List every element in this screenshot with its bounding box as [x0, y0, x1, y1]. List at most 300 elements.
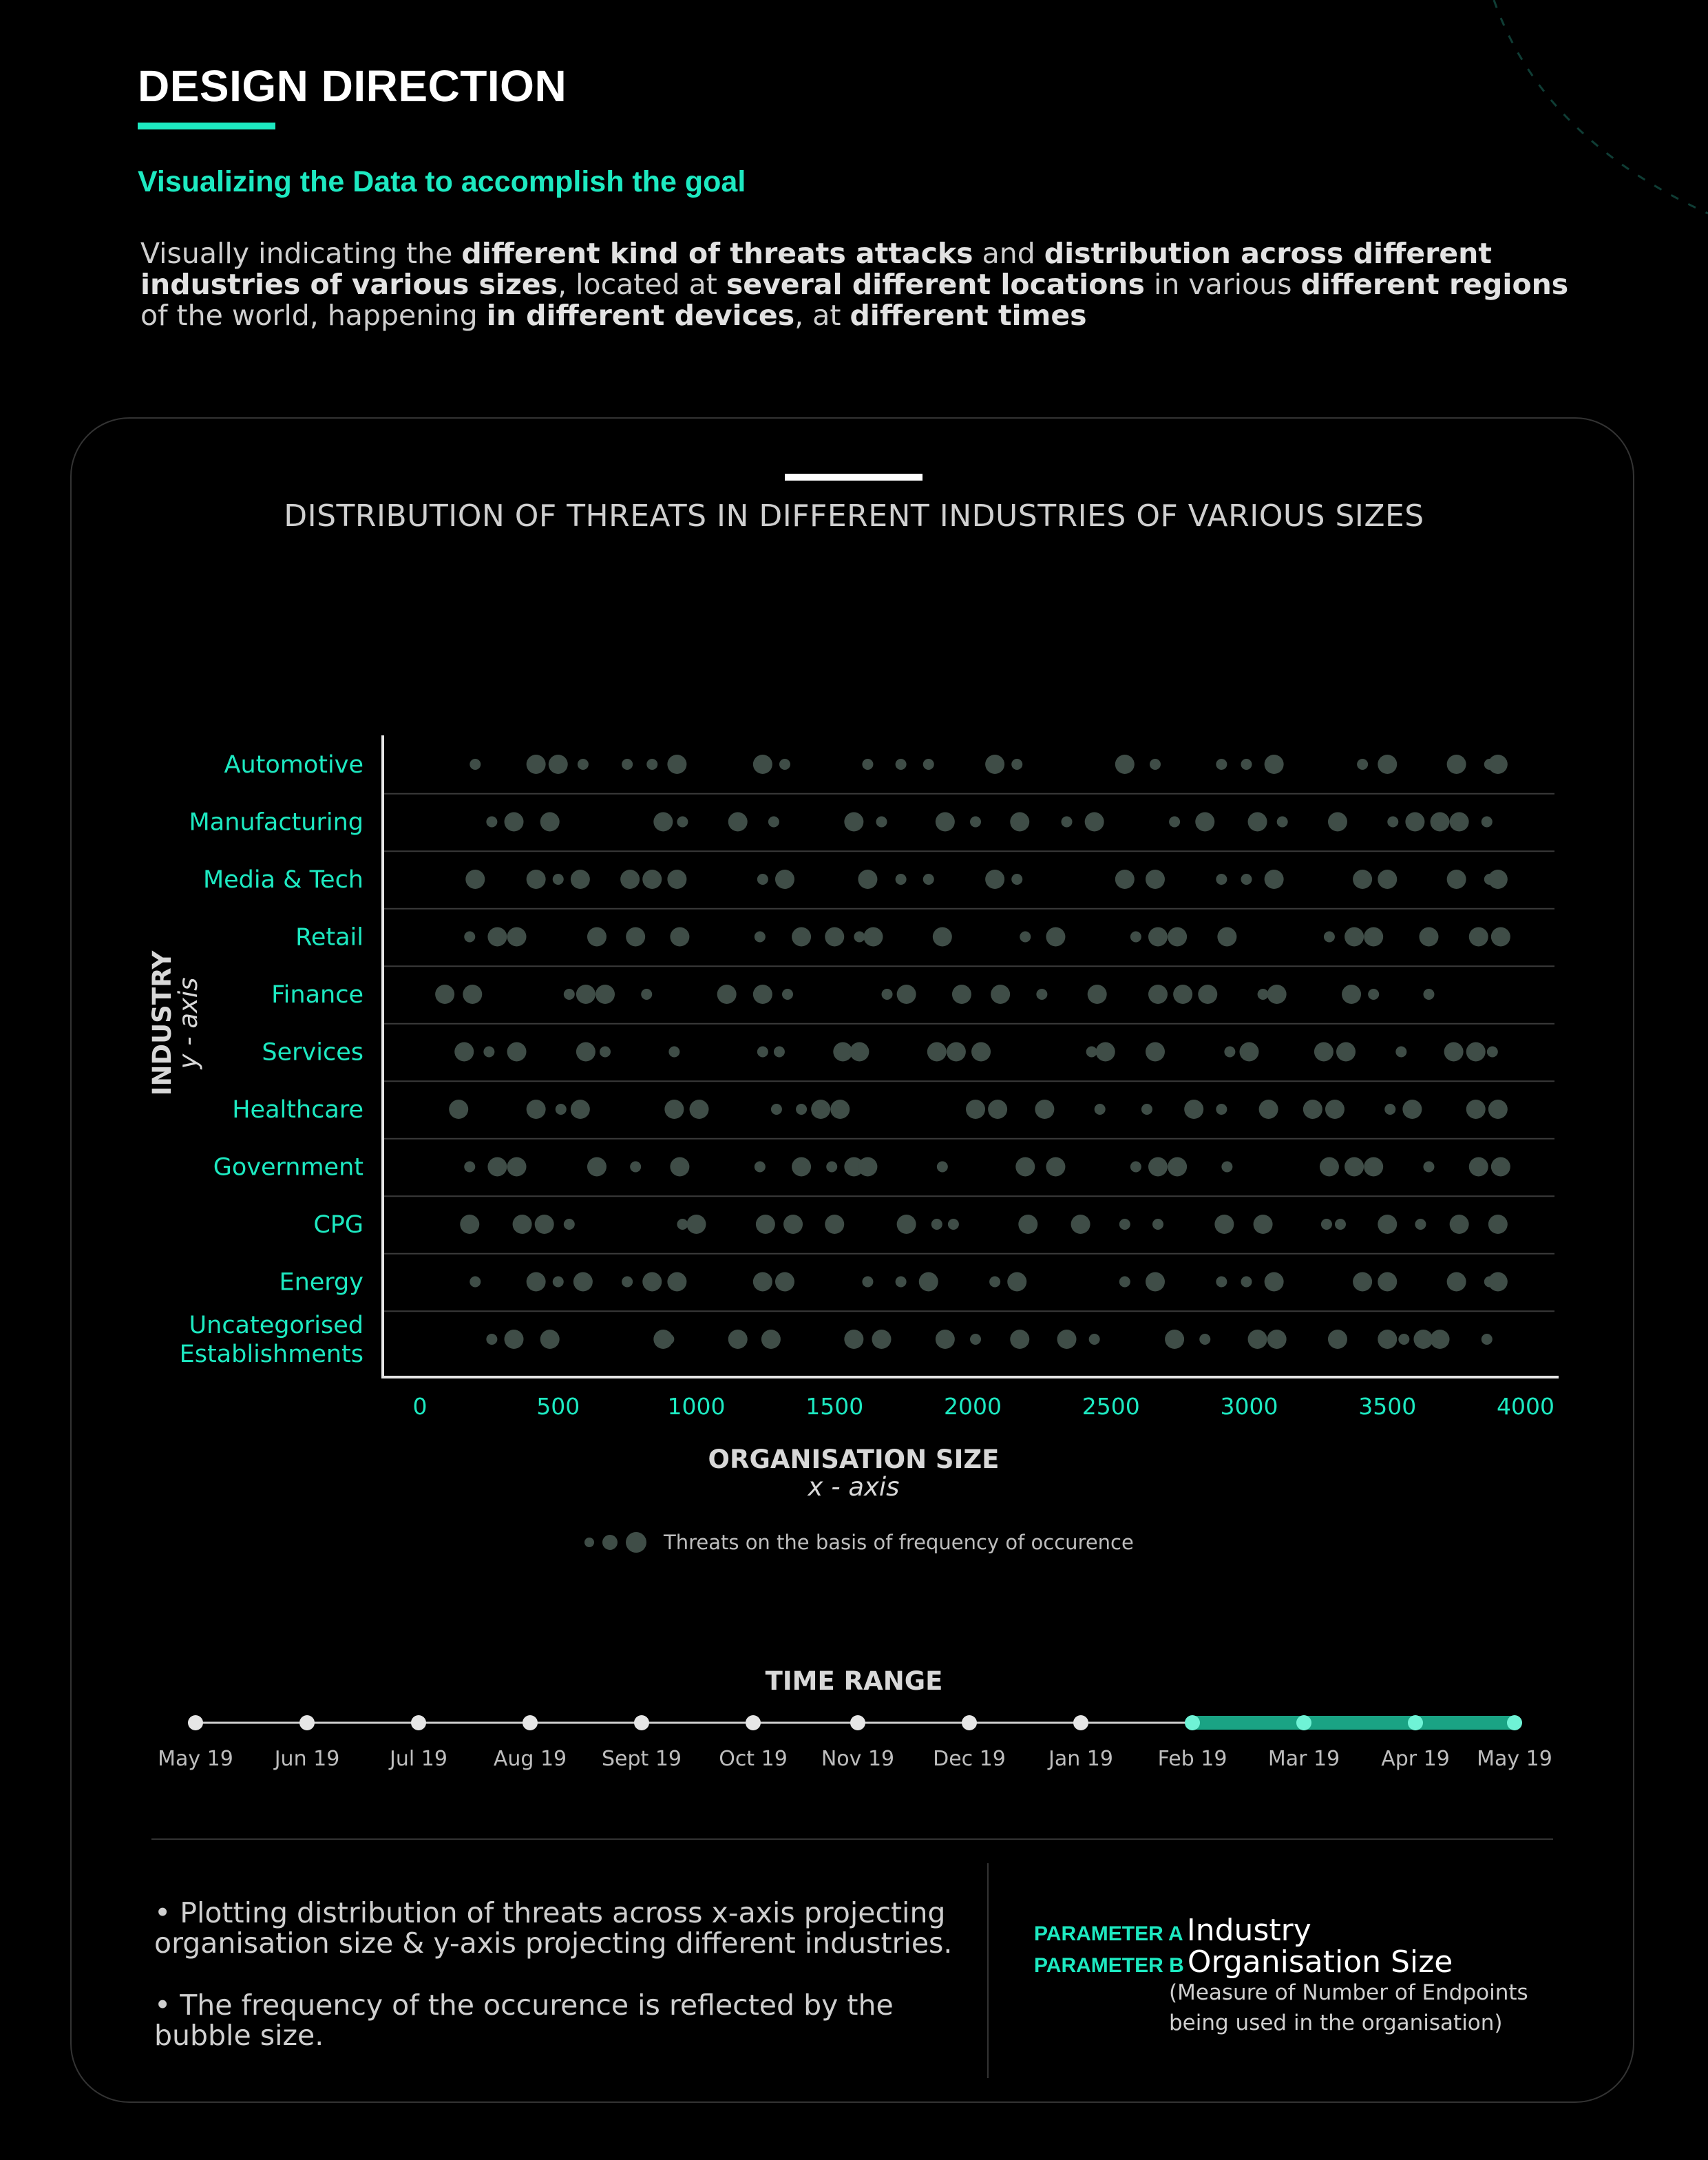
bubble-point — [948, 1219, 959, 1230]
bubble-point — [1447, 1272, 1466, 1292]
bubble-point — [1398, 1334, 1409, 1345]
bubble-point — [1450, 812, 1469, 832]
bubble-point — [1015, 1157, 1035, 1177]
bubble-point — [578, 759, 589, 770]
bubble-point — [1321, 1219, 1332, 1230]
bubble-point — [936, 1330, 955, 1349]
bubble-point — [728, 812, 748, 832]
intro-text-7: different regions — [1300, 268, 1569, 301]
bubble-point — [1141, 1104, 1152, 1115]
legend-text: Threats on the basis of frequency of occurence — [664, 1531, 1134, 1554]
y-label-energy: Energy — [279, 1268, 363, 1297]
bubble-point — [464, 932, 475, 943]
bubble-point — [1413, 1330, 1433, 1349]
bubble-point — [663, 1334, 674, 1345]
bubble-point — [1173, 985, 1192, 1004]
bubble-point — [1267, 1330, 1287, 1349]
bubble-point — [549, 755, 568, 774]
bubble-point — [1419, 927, 1438, 947]
x-axis-subtitle: x - axis — [808, 1472, 900, 1502]
timeline-label: Jun 19 — [274, 1747, 340, 1771]
bubble-point — [947, 1042, 966, 1062]
bubble-point — [858, 1157, 877, 1177]
bubble-point — [774, 1047, 785, 1058]
bubble-point — [896, 874, 907, 885]
bubble-point — [1345, 1157, 1364, 1177]
bubble-point — [1277, 817, 1288, 828]
intro-text-9: in different devices — [486, 299, 795, 332]
bubble-point — [670, 927, 689, 947]
bubble-point — [571, 1100, 590, 1119]
x-tick-label: 1000 — [667, 1393, 726, 1420]
bubble-point — [1378, 1330, 1397, 1349]
bubble-point — [1195, 812, 1214, 832]
bubble-point — [1324, 932, 1335, 943]
timeline-point[interactable] — [746, 1715, 761, 1730]
y-label-services: Services — [262, 1038, 363, 1067]
bubble-point — [483, 1047, 494, 1058]
timeline-label: Dec 19 — [933, 1747, 1006, 1771]
bubble-point — [1265, 1272, 1284, 1292]
bubble-point — [1148, 985, 1168, 1004]
bubble-point — [1184, 1100, 1203, 1119]
parameter-a-label: PARAMETER A — [1034, 1922, 1183, 1945]
bubble-point — [513, 1215, 532, 1234]
bubble-point — [1431, 1330, 1450, 1349]
x-tick-label: 2500 — [1082, 1393, 1140, 1420]
bubble-point — [1488, 1215, 1508, 1234]
bubble-point — [971, 1042, 991, 1062]
bubble-point — [1248, 1330, 1267, 1349]
bubble-point — [833, 1042, 852, 1062]
y-label-manufacturing: Manufacturing — [189, 808, 363, 837]
timeline-point[interactable] — [1408, 1715, 1423, 1730]
bubble-point — [487, 927, 507, 947]
bubble-point — [1336, 1042, 1356, 1062]
bubble-point — [1096, 1042, 1115, 1062]
bubble-point — [677, 817, 688, 828]
bubble-point — [535, 1215, 554, 1234]
bubble-point — [1071, 1215, 1090, 1234]
bubble-point — [1325, 1100, 1345, 1119]
bubble-point — [540, 1330, 560, 1349]
bubble-point — [1020, 932, 1031, 943]
bubble-point — [862, 759, 873, 770]
bubble-point — [1011, 759, 1022, 770]
bubble-point — [1387, 817, 1398, 828]
bubble-point — [667, 755, 686, 774]
bubble-point — [642, 870, 662, 889]
parameter-b-description: (Measure of Number of Endpoints being used in the organisation) — [1169, 1980, 1528, 2035]
bubble-point — [1241, 1277, 1252, 1288]
bubble-point — [1335, 1219, 1346, 1230]
parameter-b-label: PARAMETER B — [1034, 1954, 1184, 1977]
timeline-point[interactable] — [188, 1715, 203, 1730]
chart-title: DISTRIBUTION OF THREATS IN DIFFERENT INDUSTRIES OF VARIOUS SIZES — [284, 499, 1424, 534]
timeline-point[interactable] — [411, 1715, 426, 1730]
bubble-point — [937, 1162, 948, 1173]
timeline-label: Apr 19 — [1381, 1747, 1450, 1771]
bubble-point — [1328, 1330, 1347, 1349]
bubble-point — [1353, 870, 1372, 889]
bubble-point — [470, 1277, 481, 1288]
timeline-label: Aug 19 — [493, 1747, 567, 1771]
bubble-point — [1378, 1215, 1397, 1234]
bubble-point — [1447, 755, 1466, 774]
timeline-point[interactable] — [1073, 1715, 1088, 1730]
intro-text-6: in various — [1144, 268, 1301, 301]
bubble-point — [783, 1215, 803, 1234]
bubble-point — [1216, 1104, 1227, 1115]
bubble-point — [775, 870, 794, 889]
y-label-media-tech: Media & Tech — [202, 866, 363, 894]
timeline-label: Oct 19 — [719, 1747, 788, 1771]
bubble-point — [919, 1272, 938, 1292]
bubble-point — [1241, 874, 1252, 885]
bubble-point — [630, 1162, 641, 1173]
bubble-point — [876, 817, 887, 828]
bubble-point — [505, 1330, 524, 1349]
bubble-point — [1119, 1219, 1130, 1230]
bubble-point — [595, 985, 615, 1004]
bubble-point — [1491, 927, 1510, 947]
bubble-point — [1130, 932, 1141, 943]
bubble-point — [756, 1215, 775, 1234]
bubble-point — [830, 1100, 850, 1119]
bubble-point — [677, 1219, 688, 1230]
bubble-point — [825, 927, 844, 947]
bubble-point — [556, 1104, 567, 1115]
bubble-point — [1115, 755, 1135, 774]
bubble-point — [844, 1330, 863, 1349]
bubble-point — [1148, 1157, 1168, 1177]
timeline-label: Jan 19 — [1048, 1747, 1113, 1771]
bubble-point — [1450, 1215, 1469, 1234]
bubble-point — [1152, 1219, 1163, 1230]
bubble-point — [897, 985, 916, 1004]
bubble-point — [507, 1042, 527, 1062]
bubble-point — [1224, 1047, 1235, 1058]
bubble-point — [717, 985, 737, 1004]
bubble-point — [641, 989, 652, 1000]
grid-lines — [383, 794, 1554, 1312]
bubble-point — [1115, 870, 1135, 889]
bubble-point — [985, 870, 1004, 889]
bubble-point — [1469, 927, 1488, 947]
timeline-label: Mar 19 — [1267, 1747, 1340, 1771]
bubble-point — [553, 874, 564, 885]
bubble-point — [796, 1104, 807, 1115]
bubble-point — [1423, 989, 1434, 1000]
bubble-point — [487, 1157, 507, 1177]
bubble-point — [850, 1042, 869, 1062]
bubble-point — [464, 1162, 475, 1173]
bubble-point — [1259, 1100, 1278, 1119]
bubble-point — [1384, 1104, 1395, 1115]
bubble-point — [1046, 1157, 1065, 1177]
bubble-point — [1089, 1334, 1100, 1345]
bubble-point — [1466, 1042, 1486, 1062]
bubble-point — [872, 1330, 892, 1349]
bubble-point — [782, 989, 793, 1000]
bubble-point — [507, 1157, 527, 1177]
intro-text-0: Visually indicating the — [140, 237, 462, 270]
bubble-point — [1378, 755, 1397, 774]
bubble-point — [1345, 927, 1364, 947]
bubble-point — [991, 985, 1010, 1004]
bubble-point — [620, 870, 640, 889]
bubble-point — [1130, 1162, 1141, 1173]
intro-text-5: several different locations — [726, 268, 1145, 301]
bubble-point — [687, 1215, 706, 1234]
parameter-b-value: Organisation Size — [1187, 1944, 1453, 1980]
y-label-finance: Finance — [271, 981, 363, 1009]
bubble-point — [792, 1157, 811, 1177]
bubble-point — [505, 812, 524, 832]
note-axes: • Plotting distribution of threats across x-axis projecting organisation size & y-axis projecting different industries. — [154, 1896, 953, 1960]
timeline-point[interactable] — [1185, 1715, 1200, 1730]
timeline-label: May 19 — [158, 1747, 233, 1771]
bubble-point — [896, 759, 907, 770]
bubble-point — [768, 817, 779, 828]
bubble-point — [573, 1272, 593, 1292]
bubble-point — [668, 1047, 679, 1058]
x-tick-label: 500 — [536, 1393, 580, 1420]
bubble-point — [653, 812, 673, 832]
bubble-point — [460, 1215, 479, 1234]
timeline-label: Feb 19 — [1157, 1747, 1227, 1771]
bubble-point — [1241, 759, 1252, 770]
x-tick-label: 4000 — [1497, 1393, 1554, 1420]
bubble-point — [753, 985, 772, 1004]
bubble-point — [1258, 989, 1269, 1000]
bubble-point — [952, 985, 971, 1004]
bubble-point — [811, 1100, 830, 1119]
bubble-point — [1217, 927, 1236, 947]
bubble-point — [1431, 812, 1450, 832]
bubble-point — [670, 1157, 689, 1177]
bubble-point — [564, 989, 575, 1000]
bubble-point — [1150, 759, 1161, 770]
bubble-point — [863, 927, 883, 947]
bubble-point — [757, 1047, 768, 1058]
intro-text-2: and — [973, 237, 1044, 270]
intro-text-3: distribution across different industries of various sizes — [140, 237, 1492, 301]
bubble-point — [1095, 1104, 1106, 1115]
intro-text-1: different kind of threats attacks — [461, 237, 973, 270]
timeline-point[interactable] — [523, 1715, 538, 1730]
bubble-point — [486, 817, 497, 828]
bubble-point — [622, 759, 633, 770]
bubble-point — [1423, 1162, 1434, 1173]
timeline-point[interactable] — [850, 1715, 865, 1730]
bubble-point — [896, 1277, 907, 1288]
bubble-point — [1198, 985, 1217, 1004]
y-axis-subtitle: y - axis — [173, 977, 203, 1069]
bubble-point — [1165, 1330, 1184, 1349]
bubble-point — [1146, 1272, 1165, 1292]
bubble-point — [1364, 927, 1383, 947]
parameter-a-value: Industry — [1186, 1913, 1311, 1948]
bubble-point — [449, 1100, 468, 1119]
timeline-label: May 19 — [1477, 1747, 1552, 1771]
bubble-point — [600, 1047, 611, 1058]
bubble-point — [1357, 759, 1368, 770]
time-range-slider[interactable] — [0, 1694, 1708, 1776]
bubble-point — [1146, 870, 1165, 889]
bubble-point — [1415, 1219, 1426, 1230]
bubble-point — [1146, 1042, 1165, 1062]
timeline-point[interactable] — [1507, 1715, 1522, 1730]
bubble-point — [1444, 1042, 1464, 1062]
bubble-point — [897, 1215, 916, 1234]
bubble-point — [622, 1277, 633, 1288]
bubble-point — [1148, 927, 1168, 947]
x-axis-title: ORGANISATION SIZE — [708, 1445, 1000, 1474]
y-label-automotive: Automotive — [224, 751, 363, 779]
bubble-point — [1057, 1330, 1077, 1349]
parameter-a — [1034, 1913, 1311, 1948]
bubble-point — [753, 755, 772, 774]
bubble-point — [1265, 870, 1284, 889]
bubble-point — [882, 989, 893, 1000]
timeline-selected-range[interactable] — [1192, 1716, 1515, 1730]
y-label-healthcare: Healthcare — [232, 1096, 363, 1124]
bubble-point — [1035, 1100, 1054, 1119]
bubble-point — [1216, 874, 1227, 885]
bubble-point — [1395, 1047, 1406, 1058]
bubble-point — [985, 755, 1004, 774]
bubble-point — [1482, 817, 1493, 828]
bubble-point — [1216, 759, 1227, 770]
bubble-point — [626, 927, 645, 947]
bubble-point — [1364, 1157, 1383, 1177]
timeline-label: Nov 19 — [821, 1747, 895, 1771]
bubble-point — [642, 1272, 662, 1292]
bubble-point — [1240, 1042, 1259, 1062]
bubble-point — [527, 1272, 546, 1292]
bubble-point — [646, 759, 657, 770]
bubble-point — [1085, 812, 1104, 832]
bubble-point — [1447, 870, 1466, 889]
intro-text-4: , located at — [558, 268, 726, 301]
legend-bubble-medium — [602, 1535, 618, 1550]
bubble-point — [463, 985, 482, 1004]
bubble-point — [1469, 1157, 1488, 1177]
bubble-point — [1328, 812, 1347, 832]
timeline-point[interactable] — [962, 1715, 977, 1730]
y-label-government: Government — [213, 1153, 363, 1182]
bubble-point — [1466, 1100, 1486, 1119]
bubble-layer — [435, 755, 1510, 1349]
bubble-point — [540, 812, 560, 832]
intro-text-11: different times — [850, 299, 1087, 332]
bubble-point — [587, 1157, 607, 1177]
bubble-point — [1168, 1157, 1187, 1177]
timeline-point[interactable] — [299, 1715, 315, 1730]
y-label-retail: Retail — [295, 923, 363, 952]
page-title: DESIGN DIRECTION — [138, 61, 567, 111]
bubble-point — [862, 1277, 873, 1288]
bubble-point — [465, 870, 485, 889]
y-labels — [180, 751, 363, 1368]
bubble-point — [435, 985, 454, 1004]
bubble-point — [1248, 812, 1267, 832]
bubble-point — [1007, 1272, 1026, 1292]
bubble-point — [1342, 985, 1361, 1004]
bubble-point — [1488, 1100, 1508, 1119]
bubble-point — [1405, 812, 1424, 832]
bubble-point — [753, 1272, 772, 1292]
bubble-point — [970, 1334, 981, 1345]
section-divider — [151, 1838, 1553, 1840]
bubble-point — [858, 870, 877, 889]
bubble-point — [775, 1272, 794, 1292]
intro-text-8: of the world, happening — [140, 299, 487, 332]
bubble-point — [966, 1100, 985, 1119]
y-axis-title: INDUSTRY — [147, 950, 177, 1096]
timeline-point[interactable] — [1296, 1715, 1311, 1730]
bubble-point — [757, 874, 768, 885]
bubble-point — [728, 1330, 748, 1349]
bubble-point — [1119, 1277, 1130, 1288]
bubble-point — [936, 812, 955, 832]
bubble-point — [779, 759, 790, 770]
bubble-point — [826, 1162, 837, 1173]
bubble-point — [1214, 1215, 1234, 1234]
bubble-point — [564, 1219, 575, 1230]
bubble-point — [989, 1277, 1000, 1288]
bubble-point — [1010, 1330, 1029, 1349]
bubble-point — [927, 1042, 947, 1062]
timeline-point[interactable] — [634, 1715, 649, 1730]
bubble-point — [1169, 817, 1180, 828]
parameter-b — [1034, 1944, 1453, 1980]
bubble-point — [1088, 985, 1107, 1004]
bubble-point — [1487, 1047, 1498, 1058]
time-range-title: TIME RANGE — [765, 1666, 943, 1696]
bubble-point — [576, 985, 595, 1004]
bubble-point — [1254, 1215, 1273, 1234]
bubble-point — [1491, 1157, 1510, 1177]
bubble-point — [1314, 1042, 1333, 1062]
bubble-point — [933, 927, 952, 947]
bubble-point — [923, 759, 934, 770]
bubble-point — [1199, 1334, 1210, 1345]
bubble-point — [571, 870, 590, 889]
bubble-point — [454, 1042, 474, 1062]
y-label-cpg: CPG — [313, 1211, 363, 1239]
timeline-label: Jul 19 — [390, 1747, 447, 1771]
bubble-point — [1303, 1100, 1322, 1119]
bubble-point — [1402, 1100, 1422, 1119]
bubble-point — [1320, 1157, 1339, 1177]
bubble-point — [1168, 927, 1187, 947]
x-ticks — [413, 1393, 1554, 1420]
bubble-point — [587, 927, 607, 947]
bubble-point — [1216, 1277, 1227, 1288]
bubble-point — [844, 812, 863, 832]
bubble-point — [761, 1330, 781, 1349]
bubble-point — [527, 870, 546, 889]
x-tick-label: 1500 — [805, 1393, 864, 1420]
bubble-point — [1221, 1162, 1232, 1173]
bubble-point — [1368, 989, 1379, 1000]
bubble-point — [667, 870, 686, 889]
bubble-point — [486, 1334, 497, 1345]
bubble-point — [1018, 1215, 1037, 1234]
bubble-point — [1062, 817, 1073, 828]
